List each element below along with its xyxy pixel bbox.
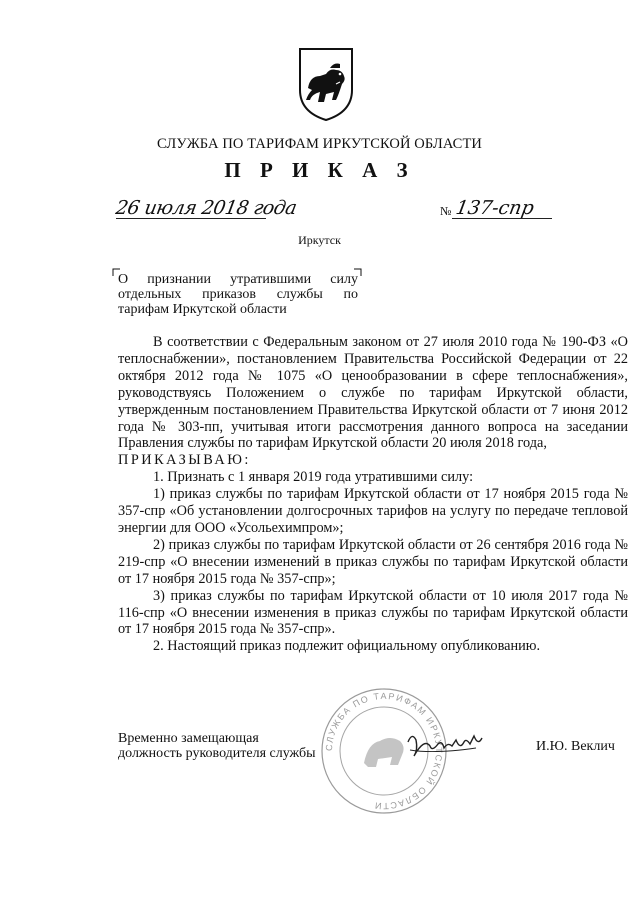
item-1: 1. Признать с 1 января 2019 года утратившими силу:: [153, 469, 474, 486]
number-label: №: [440, 204, 452, 218]
signatory-position: [118, 731, 316, 761]
order-body: [118, 334, 628, 655]
subitem-3: 3) приказ службы по тарифам Иркутской области от 10 июля 2017 года № 116-спр «О внесении изменения в приказ службы по тарифам Иркутской области от 17 ноября 2015 года № 357-спр».: [118, 587, 628, 638]
order-subject: О признании утратившими силу отдельных приказов службы по тарифам Иркутской области: [118, 272, 358, 317]
handwritten-signature: [404, 728, 484, 762]
number-underline: [452, 218, 552, 219]
city-name: Иркутск: [298, 233, 341, 247]
agency-name: СЛУЖБА ПО ТАРИФАМ ИРКУТСКОЙ ОБЛАСТИ: [157, 136, 482, 152]
item-2: 2. Настоящий приказ подлежит официальному опубликованию.: [153, 638, 541, 655]
date-underline: [116, 218, 266, 219]
position-line-1: Временно замещающая: [118, 731, 259, 746]
handwritten-date: 26 июля 2018 года: [114, 197, 299, 219]
signatory-name: И.Ю. Веклич: [536, 739, 615, 754]
subitem-2: 2) приказ службы по тарифам Иркутской области от 26 сентября 2016 года № 219-спр «О внесении изменений в приказ службы по тарифам Иркутской области от 17 ноября 2015 года № 357-спр»;: [118, 536, 628, 587]
document-title: П Р И К А З: [224, 158, 415, 182]
order-word: ПРИКАЗЫВАЮ:: [118, 452, 251, 469]
subitem-1: 1) приказ службы по тарифам Иркутской области от 17 ноября 2015 года № 357-спр «Об установлении долгосрочных тарифов на услугу по передаче тепловой энергии для ООО «Усольехимпром»;: [118, 486, 628, 536]
coat-of-arms-emblem: [296, 46, 356, 122]
position-line-2: должность руководителя службы: [118, 746, 316, 761]
seal-text: СЛУЖБА ПО ТАРИФАМ ИРКУТСКОЙ ОБЛАСТИ: [323, 690, 445, 812]
handwritten-order-number: 137-спр: [454, 197, 536, 219]
preamble-paragraph: В соответствии с Федеральным законом от 27 июля 2010 года № 190-ФЗ «О теплоснабжении», постановлением Правительства Российской Федерации от 22 октября 2012 года № 1075 «О ценообразовании в сфере теплоснабжения», руководствуясь Положением о службе по тарифам Иркутской области, утвержденным постановлением Правительства Иркутской области от 7 июня 2012 года № 303-пп, учитывая итоги рассмотрения данного вопроса на заседании Правления службы по тарифам Иркутской области 20 июля 2018 года,: [118, 334, 628, 452]
